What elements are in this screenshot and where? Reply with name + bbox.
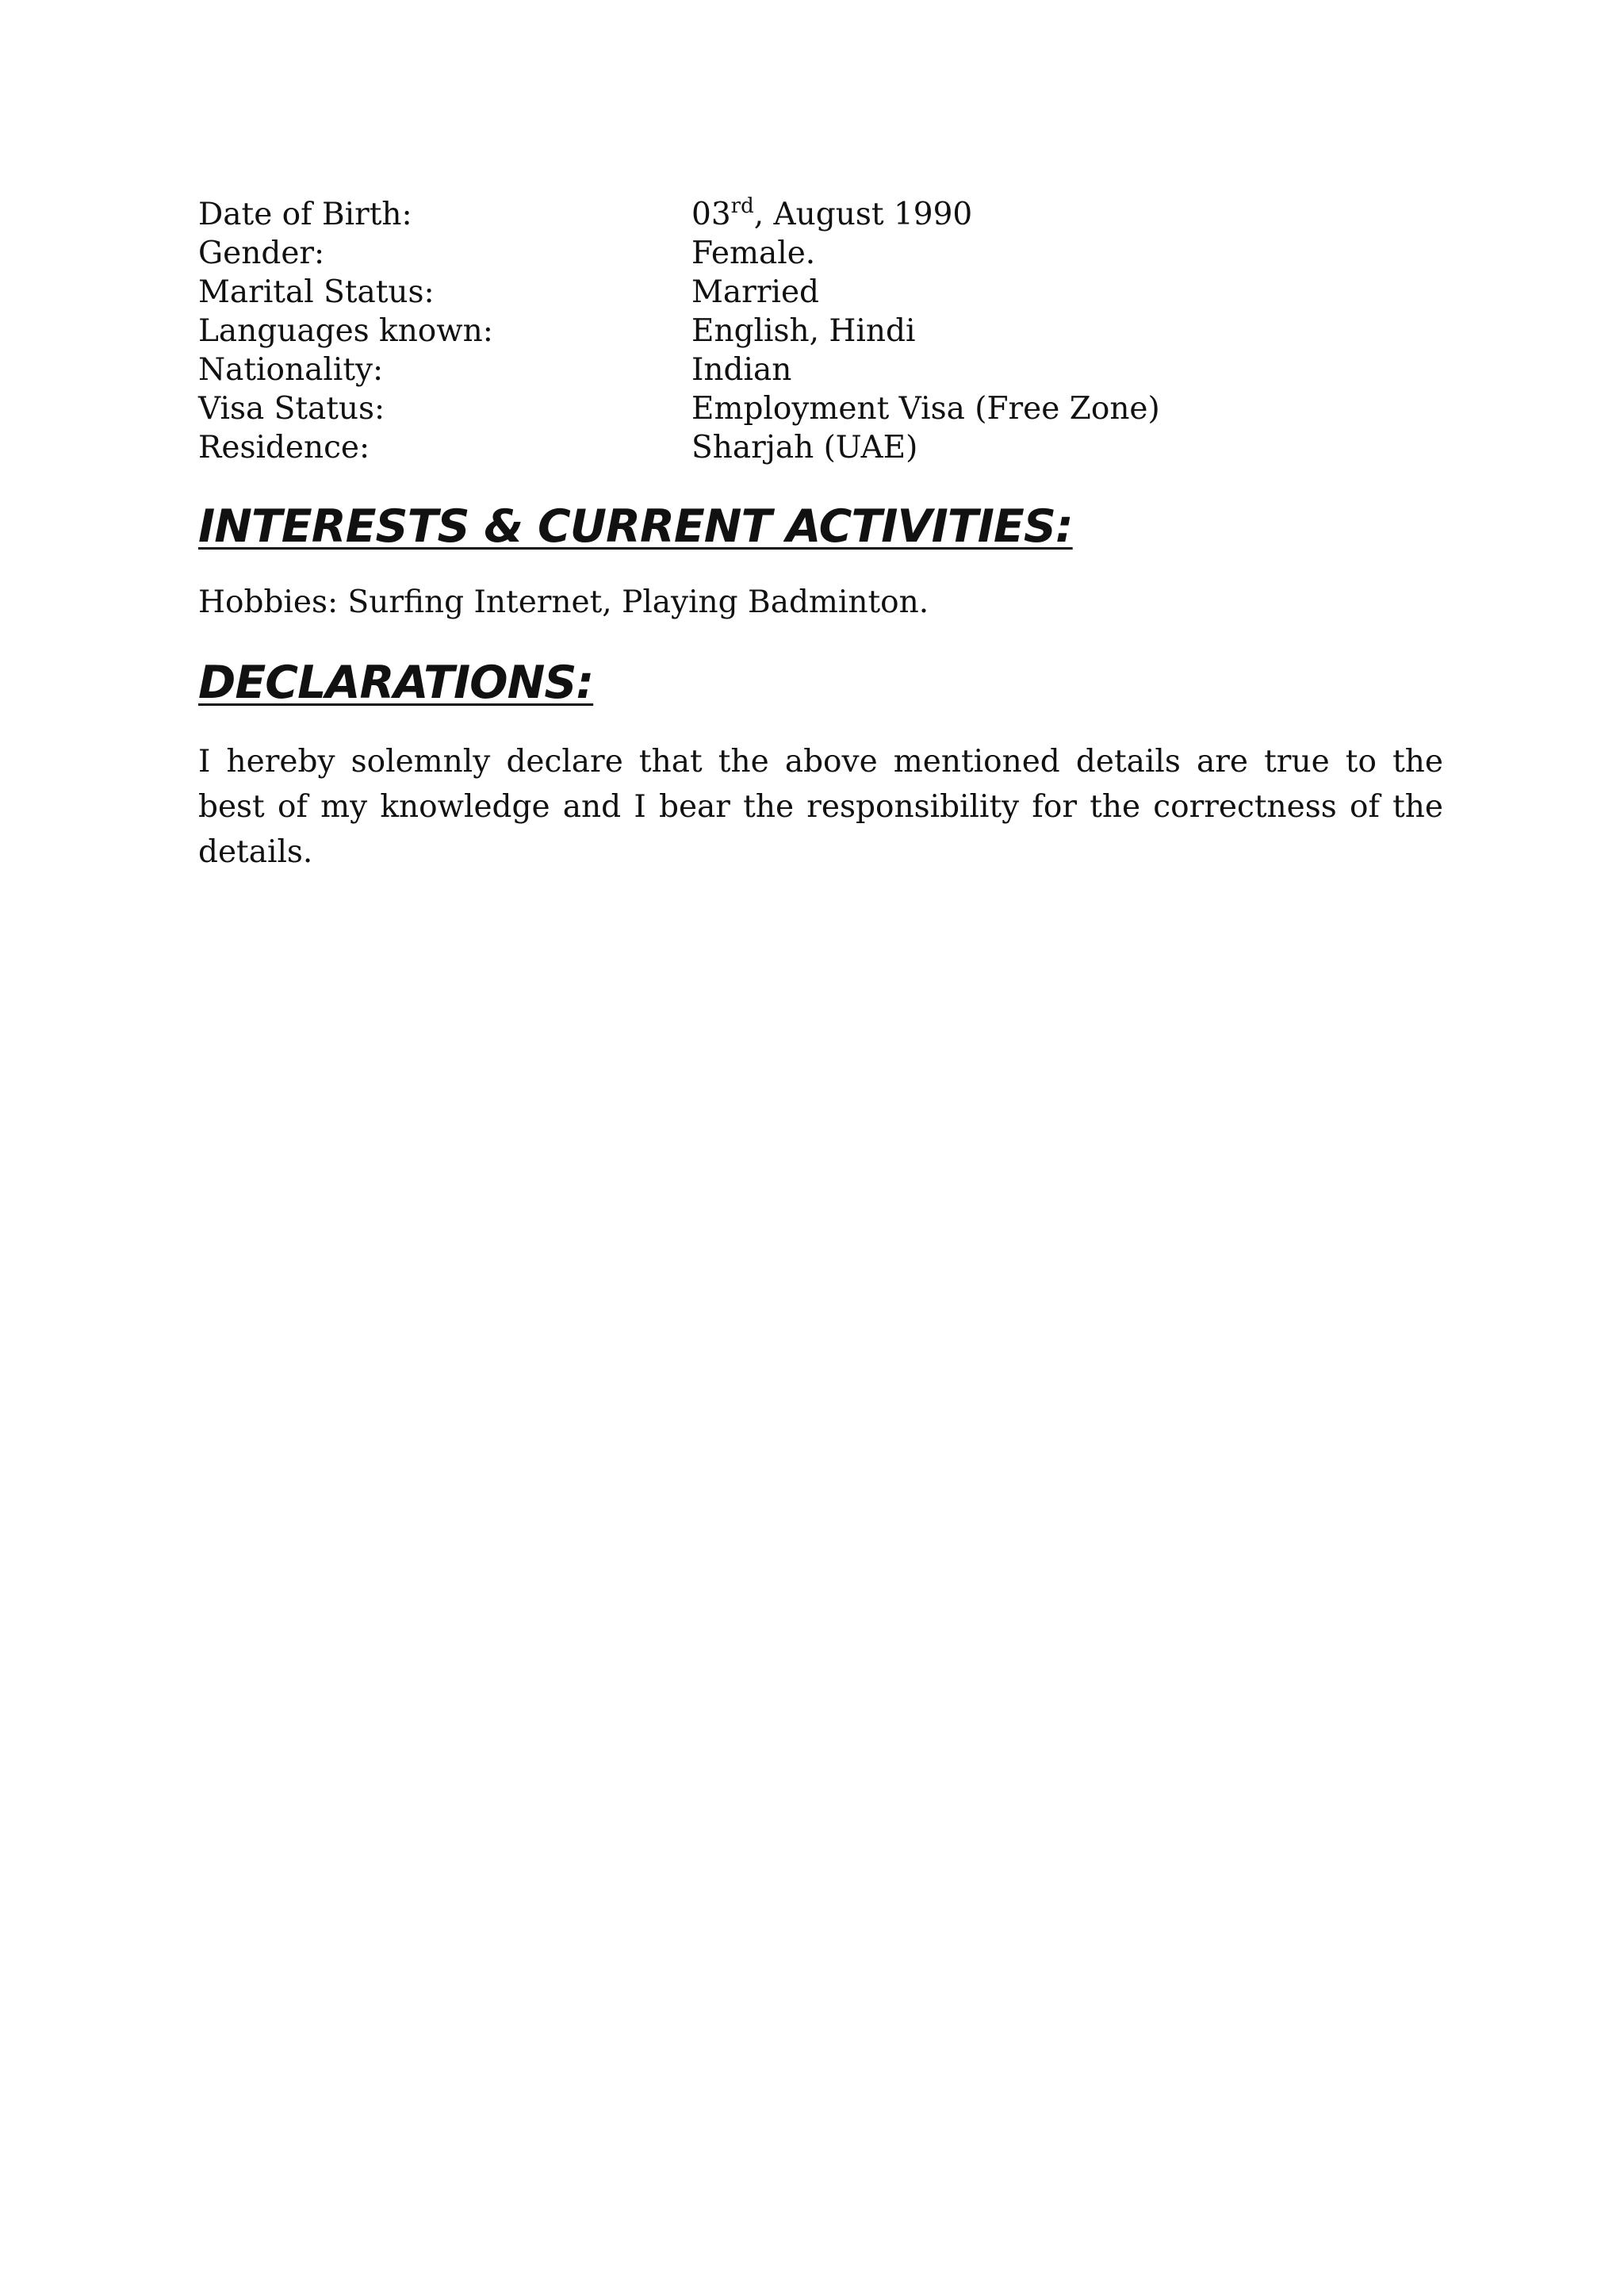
- detail-value: Female.: [691, 236, 816, 271]
- interests-heading: INTERESTS & CURRENT ACTIVITIES:: [198, 500, 1073, 553]
- hobbies-text: Hobbies: Surfing Internet, Playing Badminton.: [198, 584, 929, 620]
- personal-details-list: [198, 195, 1443, 467]
- detail-value: Employment Visa (Free Zone): [691, 391, 1160, 427]
- detail-row-visa-status: [198, 389, 1443, 428]
- detail-label: Residence:: [198, 430, 370, 466]
- detail-value: Sharjah (UAE): [691, 430, 918, 466]
- detail-label: Gender:: [198, 236, 325, 271]
- page-content: [198, 195, 1443, 875]
- detail-value: English, Hindi: [691, 313, 916, 349]
- declarations-heading: DECLARATIONS:: [198, 657, 594, 709]
- dob-day: 03: [691, 197, 731, 232]
- detail-row-languages: [198, 312, 1443, 351]
- detail-row-marital-status: [198, 273, 1443, 312]
- detail-value: Indian: [691, 352, 792, 388]
- detail-row-gender: [198, 234, 1443, 273]
- detail-label: Marital Status:: [198, 274, 435, 310]
- dob-ordinal-suffix: rd: [730, 194, 754, 218]
- detail-row-date-of-birth: [198, 195, 1443, 234]
- detail-value-date-of-birth: [691, 195, 1443, 234]
- detail-label: Nationality:: [198, 352, 384, 388]
- detail-label: Date of Birth:: [198, 197, 412, 232]
- detail-label: Visa Status:: [198, 391, 385, 427]
- detail-value: Married: [691, 274, 819, 310]
- detail-row-nationality: [198, 351, 1443, 389]
- detail-label: Languages known:: [198, 313, 493, 349]
- detail-row-residence: [198, 428, 1443, 467]
- dob-month-year: , August 1990: [753, 197, 973, 232]
- declaration-text: I hereby solemnly declare that the above mentioned details are true to the best of my knowledge and I bear the responsibility for the correctness of the details.: [198, 744, 1443, 870]
